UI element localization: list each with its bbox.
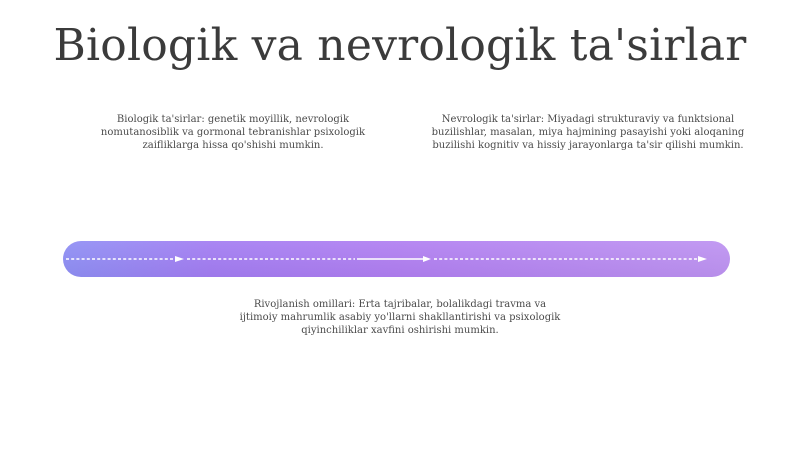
developmental-factors-text: Rivojlanish omillari: Erta tajribalar, bolalikdagi travma va ijtimoiy mahrumlik asabiy yo'llarni shakllantirishi va psixologik qiyinchiliklar xavfini oshirishi mumkin. <box>239 299 561 336</box>
timeline-arrowhead-3 <box>698 256 707 262</box>
timeline-arrowhead-1 <box>175 256 184 262</box>
timeline-arrows-icon <box>63 241 730 277</box>
biological-influences-text: Biologik ta'sirlar: genetik moyillik, nevrologik nomutanosiblik va gormonal tebranishlar psixologik zaifliklarga hissa qo'shishi mumkin. <box>100 114 366 151</box>
timeline-bar <box>63 241 730 277</box>
slide-title: Biologik va nevrologik ta'sirlar <box>53 20 747 71</box>
neurological-influences-text: Nevrologik ta'sirlar: Miyadagi strukturaviy va funktsional buzilishlar, masalan, miya hajmining pasayishi yoki aloqaning buzilishi kognitiv va hissiy jarayonlarga ta'sir qilishi mumkin. <box>431 114 745 151</box>
timeline-arrowhead-2 <box>423 256 431 262</box>
